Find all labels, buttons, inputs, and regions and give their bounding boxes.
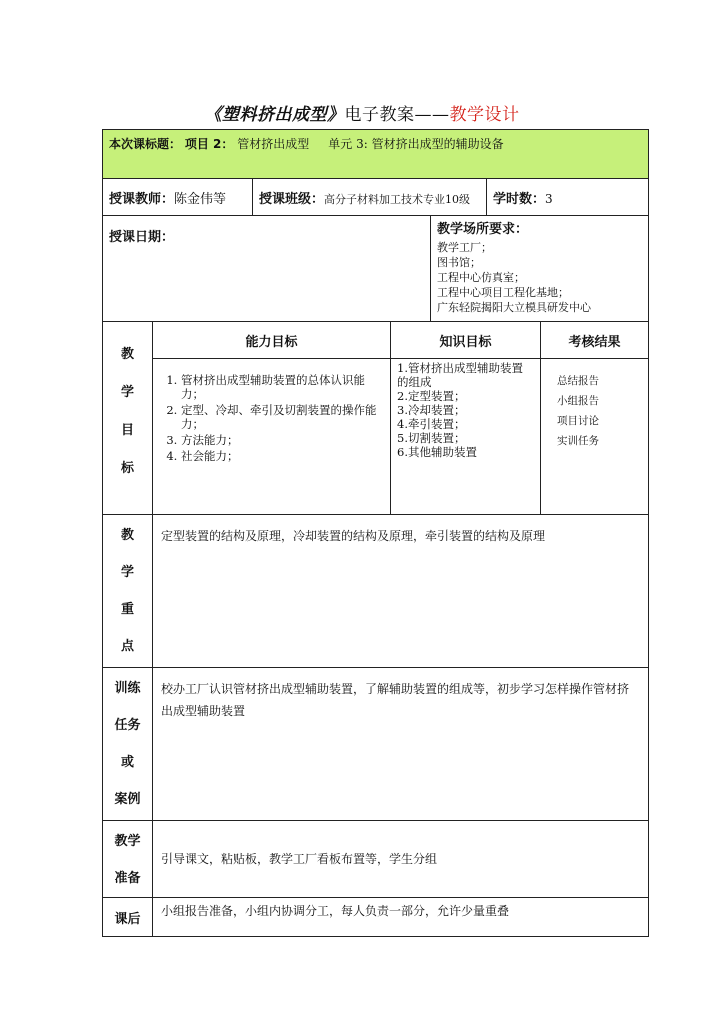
knowledge-item: 3.冷却装置； bbox=[397, 403, 466, 417]
lesson-plan-table bbox=[102, 129, 649, 937]
ability-item: 4. 社会能力； bbox=[181, 449, 386, 463]
date-cell bbox=[103, 216, 431, 322]
assess-item: 实训任务 bbox=[557, 435, 599, 447]
side-char: 教学 bbox=[114, 834, 141, 849]
side-char: 学 bbox=[120, 385, 134, 400]
class-value: 高分子材料加工技术专业10级 bbox=[324, 192, 471, 206]
venue-item: 广东轻院揭阳大立模具研发中心 bbox=[437, 301, 591, 314]
title-highlight: 教学设计 bbox=[449, 105, 520, 125]
side-char: 教 bbox=[120, 528, 134, 543]
assess-cell bbox=[541, 359, 649, 515]
prep-side-label bbox=[103, 821, 153, 898]
date-label: 授课日期： bbox=[109, 230, 175, 245]
lesson-title-cell bbox=[103, 130, 649, 179]
side-char: 准备 bbox=[114, 871, 141, 886]
class-label: 授课班级： bbox=[259, 191, 325, 207]
side-char: 点 bbox=[120, 639, 134, 654]
lesson-label: 本次课标题： bbox=[109, 137, 182, 151]
goals-side-label bbox=[103, 322, 153, 515]
side-char: 学 bbox=[120, 565, 134, 580]
hours-value: 3 bbox=[545, 191, 553, 206]
teacher-value: 陈金伟等 bbox=[174, 191, 227, 207]
ability-cell bbox=[153, 359, 391, 515]
book-title: 《塑料挤出成型》 bbox=[204, 105, 345, 125]
class-cell bbox=[253, 179, 487, 216]
after-text: 小组报告准备，小组内协调分工，每人负责一部分，允许少量重叠 bbox=[153, 898, 649, 937]
venue-label: 教学场所要求： bbox=[437, 222, 529, 237]
side-char: 案例 bbox=[114, 792, 141, 807]
venue-item: 图书馆； bbox=[437, 256, 481, 269]
knowledge-item: 4.牵引装置； bbox=[397, 417, 466, 431]
teacher-cell bbox=[103, 179, 253, 216]
knowledge-header: 知识目标 bbox=[391, 322, 541, 359]
title-mid: 电子教案—— bbox=[344, 105, 450, 125]
knowledge-item: 1.管材挤出成型辅助装置的组成 bbox=[397, 361, 523, 389]
venue-list bbox=[437, 240, 642, 315]
knowledge-item: 6.其他辅助装置 bbox=[397, 445, 477, 459]
side-char: 任务 bbox=[114, 718, 141, 733]
prep-text: 引导课文，粘贴板，教学工厂看板布置等，学生分组 bbox=[153, 821, 649, 898]
ability-item: 1. 管材挤出成型辅助装置的总体认识能力； bbox=[181, 373, 386, 401]
ability-item: 2. 定型、冷却、牵引及切割装置的操作能力； bbox=[181, 403, 386, 431]
project-label: 项目 2： bbox=[184, 137, 234, 151]
side-char: 训练 bbox=[114, 681, 141, 696]
focus-text: 定型装置的结构及原理，冷却装置的结构及原理，牵引装置的结构及原理 bbox=[153, 515, 649, 668]
knowledge-item: 2.定型装置； bbox=[397, 389, 466, 403]
side-char: 标 bbox=[120, 461, 134, 476]
venue-item: 工程中心仿真室； bbox=[437, 271, 525, 284]
hours-cell bbox=[487, 179, 649, 216]
ability-list bbox=[157, 373, 386, 463]
venue-item: 工程中心项目工程化基地； bbox=[437, 286, 569, 299]
knowledge-cell bbox=[391, 359, 541, 515]
assess-item: 总结报告 bbox=[557, 375, 599, 387]
ability-item: 3. 方法能力； bbox=[181, 433, 386, 447]
venue-cell bbox=[431, 216, 649, 322]
ability-header: 能力目标 bbox=[153, 322, 391, 359]
venue-item: 教学工厂； bbox=[437, 241, 492, 254]
assess-item: 项目讨论 bbox=[557, 415, 599, 427]
teacher-label: 授课教师： bbox=[109, 191, 175, 207]
assess-item: 小组报告 bbox=[557, 395, 599, 407]
hours-label: 学时数： bbox=[493, 191, 546, 207]
knowledge-item: 5.切割装置； bbox=[397, 431, 466, 445]
after-side-label: 课后 bbox=[103, 898, 153, 937]
unit-name: 单元 3: 管材挤出成型的辅助设备 bbox=[328, 137, 504, 151]
side-char: 或 bbox=[120, 755, 134, 770]
assess-header: 考核结果 bbox=[541, 322, 649, 359]
side-char: 重 bbox=[120, 602, 134, 617]
document-title bbox=[0, 100, 724, 125]
task-text: 校办工厂认识管材挤出成型辅助装置，了解辅助装置的组成等，初步学习怎样操作管材挤出成型辅助装置 bbox=[153, 668, 649, 821]
side-char: 教 bbox=[120, 347, 134, 362]
side-char: 目 bbox=[120, 423, 134, 438]
focus-side-label bbox=[103, 515, 153, 668]
task-side-label bbox=[103, 668, 153, 821]
project-name: 管材挤出成型 bbox=[237, 137, 310, 151]
